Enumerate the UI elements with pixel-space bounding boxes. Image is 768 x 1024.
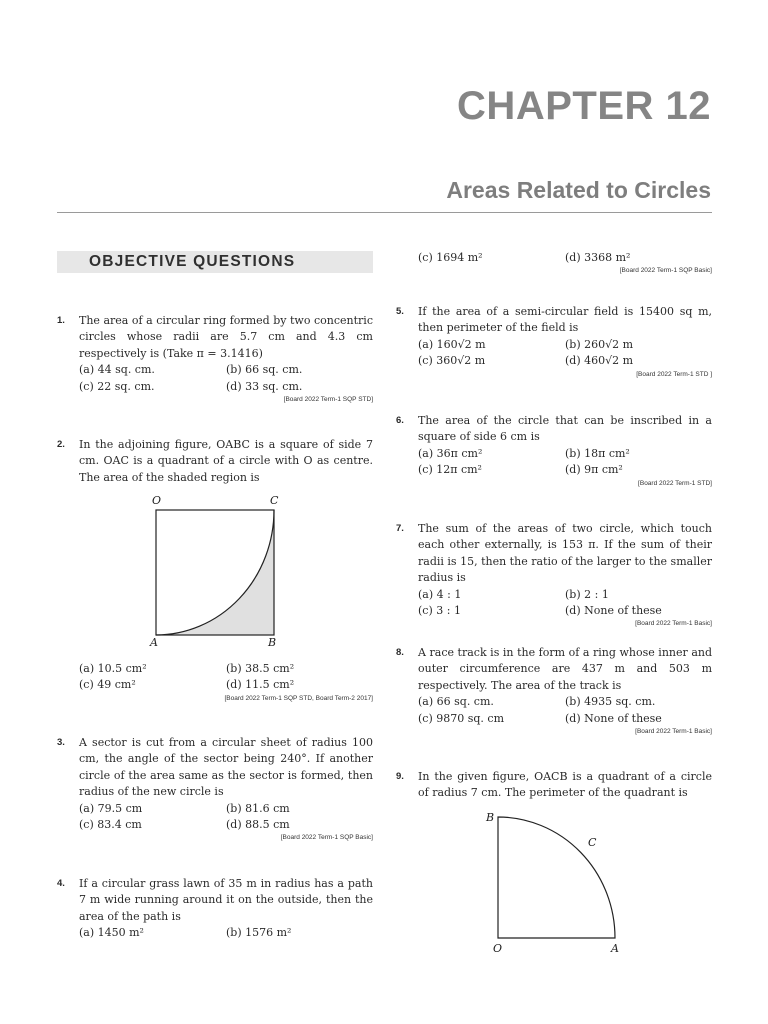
source-reference: [Board 2022 Term-1 STD ]	[636, 370, 712, 378]
source-reference: [Board 2022 Term-1 Basic]	[635, 728, 712, 736]
source-reference: [Board 2022 Term-1 SQP Basic]	[619, 267, 712, 275]
option-c: (c) 360√2 m	[418, 354, 486, 368]
question-number: 2.	[57, 439, 65, 450]
option-c: (c) 1694 m²	[418, 251, 483, 264]
question-4	[57, 876, 373, 942]
question-6	[396, 413, 712, 489]
option-d: (d) 460√2 m	[565, 354, 634, 368]
question-stem: If a circular grass lawn of 35 m in radius has a path 7 m wide running around it on the outside, then the area of the path is	[79, 877, 373, 923]
question-number: 3.	[57, 737, 65, 748]
option-d: (d) None of these	[565, 604, 662, 618]
options	[79, 661, 373, 694]
question-number: 1.	[57, 315, 65, 326]
question-3	[57, 735, 373, 843]
question-stem: The area of a circular ring formed by two concentric circles whose radii are 5.7 cm and 4.3 cm respectively is (Take π = 3.1416)	[79, 314, 373, 360]
options	[418, 446, 712, 479]
label-o: O	[152, 494, 162, 507]
option-a: (a) 66 sq. cm.	[418, 695, 494, 709]
options	[79, 801, 373, 834]
question-7	[396, 521, 712, 629]
question-number: 4.	[57, 878, 65, 889]
options	[418, 587, 712, 620]
options	[79, 362, 373, 395]
question-1	[57, 313, 373, 405]
question-stem: The area of the circle that can be inscribed in a square of side 6 cm is	[418, 414, 712, 444]
quadrant-figure	[480, 805, 630, 960]
label-b: B	[486, 811, 495, 824]
option-d: (d) 88.5 cm	[226, 818, 290, 832]
label-b: B	[268, 636, 277, 649]
question-number: 5.	[396, 306, 404, 317]
question-number: 9.	[396, 771, 404, 782]
section-banner: OBJECTIVE QUESTIONS	[57, 251, 373, 273]
options	[418, 694, 712, 727]
option-c: (c) 9870 sq. cm	[418, 711, 505, 725]
label-c: C	[588, 836, 597, 849]
option-a: (a) 79.5 cm	[79, 801, 143, 815]
option-c: (c) 83.4 cm	[79, 818, 142, 832]
question-number: 6.	[396, 415, 404, 426]
label-o: O	[493, 942, 503, 955]
option-b: (b) 18π cm²	[565, 446, 630, 460]
options	[79, 925, 373, 941]
question-number: 8.	[396, 647, 404, 658]
question-stem: The sum of the areas of two circle, which touch each other externally, is 153 π. If the sum of their radii is 15, then the ratio of the larger to the smaller radius is	[418, 522, 712, 585]
question-2	[57, 437, 373, 486]
question-5	[396, 304, 712, 380]
option-a: (a) 1450 m²	[79, 926, 144, 940]
option-a: (a) 160√2 m	[418, 337, 486, 351]
question-stem: A race track is in the form of a ring whose inner and outer circumference are 437 m and 503 m respectively. The area of the track is	[418, 646, 712, 692]
option-b: (b) 38.5 cm²	[226, 662, 295, 675]
source-reference: [Board 2022 Term-1 SQP STD]	[283, 396, 373, 404]
label-a: A	[611, 942, 619, 955]
option-b: (b) 4935 sq. cm.	[565, 695, 656, 709]
options	[418, 337, 712, 370]
question-9	[396, 769, 712, 802]
chapter-heading: CHAPTER 12	[457, 84, 711, 128]
option-b: (b) 260√2 m	[565, 337, 634, 351]
options	[418, 250, 712, 266]
source-reference: [Board 2022 Term-1 Basic]	[635, 620, 712, 628]
question-4-continued	[418, 250, 712, 276]
option-c: (c) 12π cm²	[418, 463, 482, 477]
option-a: (a) 44 sq. cm.	[79, 363, 155, 377]
question-2-options	[79, 661, 373, 704]
chapter-subtitle: Areas Related to Circles	[446, 177, 711, 203]
option-c: (c) 22 sq. cm.	[79, 379, 155, 393]
option-a: (a) 4 : 1	[418, 587, 462, 601]
label-c: C	[270, 494, 279, 507]
question-8	[396, 645, 712, 737]
square-quadrant-figure	[140, 490, 300, 650]
option-a: (a) 10.5 cm²	[79, 662, 147, 675]
label-a: A	[150, 636, 158, 649]
header-rule	[57, 212, 712, 213]
option-b: (b) 81.6 cm	[226, 801, 290, 815]
source-reference: [Board 2022 Term-1 STD]	[638, 479, 712, 487]
option-c: (c) 3 : 1	[418, 604, 461, 618]
question-stem: If the area of a semi-circular field is 15400 sq m, then perimeter of the field is	[418, 305, 712, 335]
question-stem: In the adjoining figure, OABC is a square of side 7 cm. OAC is a quadrant of a circle with O as centre. The area of the shaded region is	[79, 438, 373, 484]
source-reference: [Board 2022 Term-1 SQP Basic]	[280, 834, 373, 842]
source-reference: [Board 2022 Term-1 SQP STD, Board Term-2 2017]	[224, 694, 373, 702]
option-d: (d) 33 sq. cm.	[226, 379, 303, 393]
option-d: (d) 11.5 cm²	[226, 678, 295, 692]
quadrant-oacb	[498, 817, 615, 938]
option-b: (b) 66 sq. cm.	[226, 363, 303, 377]
option-d: (d) 9π cm²	[565, 463, 623, 477]
option-b: (b) 2 : 1	[565, 587, 609, 601]
question-stem: A sector is cut from a circular sheet of radius 100 cm, the angle of the sector being 240°. If another circle of the area same as the sector is formed, then radius of the new circle is	[79, 736, 373, 799]
shaded-region	[156, 510, 274, 635]
option-c: (c) 49 cm²	[79, 678, 136, 692]
option-d: (d) 3368 m²	[565, 251, 631, 264]
option-d: (d) None of these	[565, 711, 662, 725]
option-b: (b) 1576 m²	[226, 926, 292, 940]
question-stem: In the given figure, OACB is a quadrant of a circle of radius 7 cm. The perimeter of the quadrant is	[418, 770, 712, 800]
option-a: (a) 36π cm²	[418, 446, 483, 460]
question-number: 7.	[396, 523, 404, 534]
